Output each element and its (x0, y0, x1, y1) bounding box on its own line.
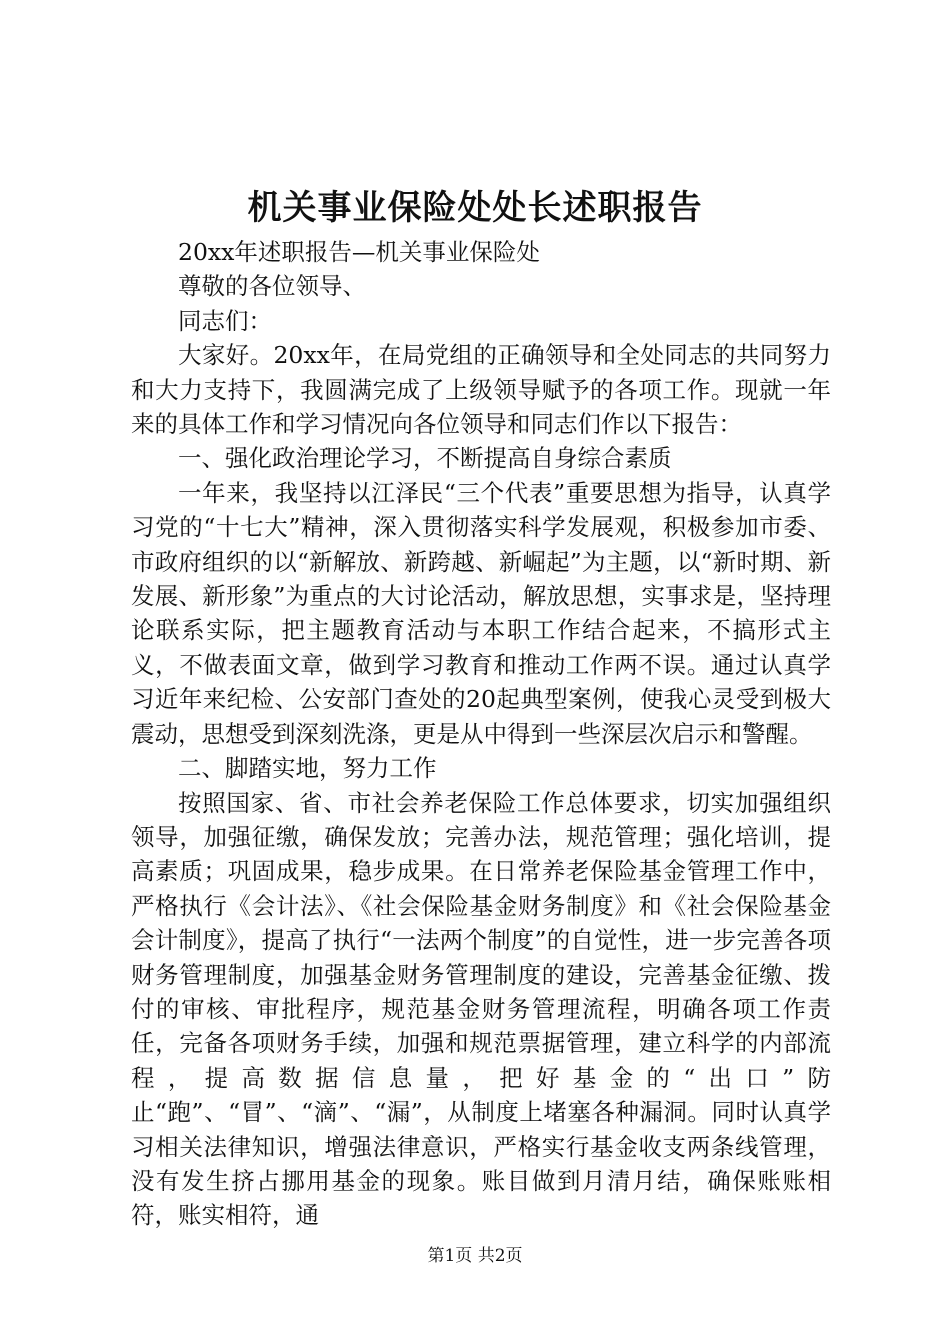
section-heading-1: 一、强化政治理论学习，不断提高自身综合素质 (178, 444, 672, 473)
section-heading-2: 二、脚踏实地，努力工作 (178, 754, 437, 783)
paragraph-section-1: 一年来，我坚持以江泽民“三个代表”重要思想为指导，认真学习党的“十七大”精神，深入贯彻落实科学发展观，积极参加市委、市政府组织的以“新解放、新跨越、新崛起”为主题，以“新时期、新发展、新形象”为重点的大讨论活动，解放思想，实事求是，坚持理论联系实际，把主题教育活动与本职工作结合起来，不搞形式主义，不做表面文章，做到学习教育和推动工作两不误。通过认真学习近年来纪检、公安部门查处的20起典型案例，使我心灵受到极大震动，思想受到深刻洗涤，更是从中得到一些深层次启示和警醒。 (131, 478, 831, 748)
paragraph-salutation-2: 同志们： (178, 306, 272, 335)
document-body (131, 235, 831, 1233)
paragraph-intro: 大家好。20xx年，在局党组的正确领导和全处同志的共同努力和大力支持下，我圆满完成了上级领导赋予的各项工作。现就一年来的具体工作和学习情况向各位领导和同志们作以下报告： (131, 341, 831, 439)
paragraph-section-2: 按照国家、省、市社会养老保险工作总体要求，切实加强组织领导，加强征缴，确保发放；完善办法，规范管理；强化培训，提高素质；巩固成果，稳步成果。在日常养老保险基金管理工作中，严格执行《会计法》、《社会保险基金财务制度》和《社会保险基金会计制度》，提高了执行“一法两个制度”的自觉性，进一步完善各项财务管理制度，加强基金财务管理制度的建设，完善基金征缴、拨付的审核、审批程序，规范基金财务管理流程，明确各项工作责任，完备各项财务手续，加强和规范票据管理，建立科学的内部流程，提高数据信息量，把好基金的“出口”防止“跑”、“冒”、“滴”、“漏”，从制度上堵塞各种漏洞。同时认真学习相关法律知识，增强法律意识，严格实行基金收支两条线管理，没有发生挤占挪用基金的现象。账目做到月清月结，确保账账相符，账实相符，通 (131, 788, 831, 1230)
page-title: 机关事业保险处处长述职报告 (247, 188, 703, 228)
paragraph-subtitle: 20xx年述职报告—机关事业保险处 (178, 238, 540, 266)
page-footer: 第1页 共2页 (427, 1246, 523, 1266)
paragraph-salutation-1: 尊敬的各位领导、 (178, 272, 366, 301)
